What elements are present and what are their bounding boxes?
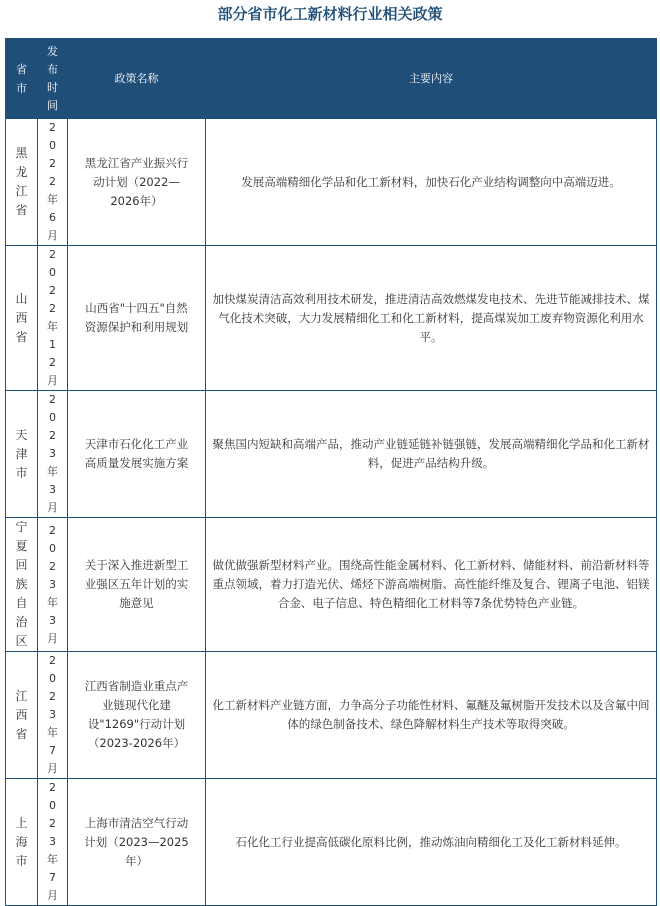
cell-province: 上海市 — [6, 779, 38, 906]
cell-policy-name: 关于深入推进新型工业强区五年计划的实施意见 — [68, 518, 206, 652]
cell-content: 聚焦国内短缺和高端产品，推动产业链延链补链强链，发展高端精细化学品和化工新材料，促进产品结构升级。 — [206, 391, 657, 518]
cell-policy-name: 江西省制造业重点产业链现代化建设"1269"行动计划（2023-2026年） — [68, 652, 206, 779]
cell-content: 做优做强新型材料产业。围绕高性能金属材料、化工新材料、储能材料、前沿新材料等重点领域，着力打造光伏、烯烃下游高端树脂、高性能纤维及复合、锂离子电池、铝镁合金、电子信息、特色精细化工材料等7条优势特色产业链。 — [206, 518, 657, 652]
policy-table — [5, 38, 657, 906]
table-row — [6, 779, 657, 906]
cell-date: 2022年6月 — [38, 119, 68, 246]
table-header-row — [6, 39, 657, 119]
cell-content: 发展高端精细化学品和化工新材料，加快石化产业结构调整向中高端迈进。 — [206, 119, 657, 246]
page-title: 部分省市化工新材料行业相关政策 — [217, 5, 443, 23]
cell-province: 宁夏回族自治区 — [6, 518, 38, 652]
table-row — [6, 119, 657, 246]
cell-policy-name: 上海市清洁空气行动计划（2023—2025年） — [68, 779, 206, 906]
cell-province: 山西省 — [6, 246, 38, 391]
cell-province: 江西省 — [6, 652, 38, 779]
header-province: 省市 — [6, 39, 38, 119]
cell-content: 加快煤炭清洁高效利用技术研发，推进清洁高效燃煤发电技术、先进节能减排技术、煤气化技术突破，大力发展精细化工和化工新材料，提高煤炭加工废弃物资源化利用水平。 — [206, 246, 657, 391]
cell-content: 石化化工行业提高低碳化原料比例，推动炼油向精细化工及化工新材料延伸。 — [206, 779, 657, 906]
header-policy-name: 政策名称 — [68, 39, 206, 119]
cell-date: 2022年12月 — [38, 246, 68, 391]
cell-date: 2023年3月 — [38, 391, 68, 518]
cell-province: 天津市 — [6, 391, 38, 518]
table-row — [6, 518, 657, 652]
cell-policy-name: 黑龙江省产业振兴行动计划（2022—2026年） — [68, 119, 206, 246]
cell-date: 2023年7月 — [38, 652, 68, 779]
table-row — [6, 652, 657, 779]
table-row — [6, 246, 657, 391]
header-date: 发布时间 — [38, 39, 68, 119]
cell-content: 化工新材料产业链方面，力争高分子功能性材料、氟醚及氟树脂开发技术以及含氟中间体的绿色制备技术、绿色降解材料生产技术等取得突破。 — [206, 652, 657, 779]
header-content: 主要内容 — [206, 39, 657, 119]
cell-province: 黑龙江省 — [6, 119, 38, 246]
cell-policy-name: 山西省"十四五"自然资源保护和利用规划 — [68, 246, 206, 391]
cell-date: 2023年7月 — [38, 779, 68, 906]
cell-date: 2023年3月 — [38, 518, 68, 652]
table-row — [6, 391, 657, 518]
cell-policy-name: 天津市石化化工产业高质量发展实施方案 — [68, 391, 206, 518]
